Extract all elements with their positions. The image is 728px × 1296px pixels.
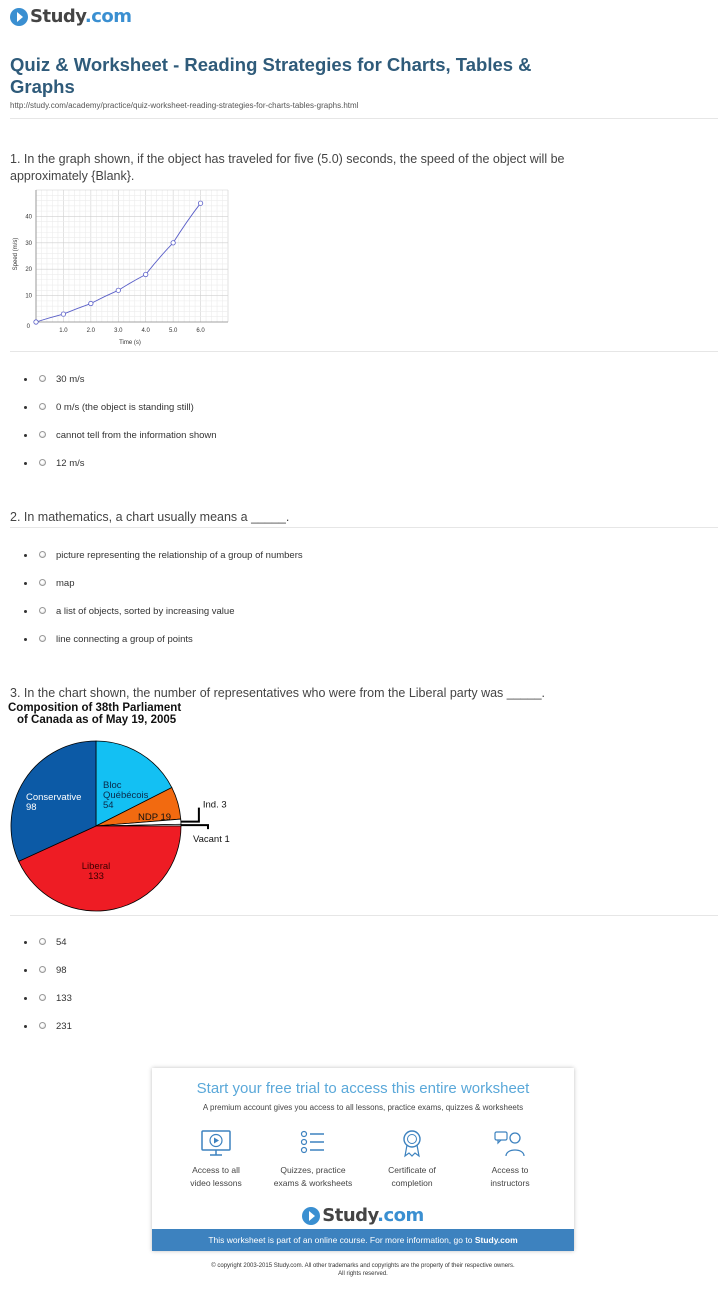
y-tick-label: 10 (25, 293, 32, 300)
x-tick-label: 5.0 (168, 328, 178, 334)
parliament-pie-chart (0, 734, 250, 919)
answer-option[interactable]: cannot tell from the information shown (24, 430, 217, 458)
question-3-text: 3. In the chart shown, the number of representatives who were from the Liberal party was _____. (10, 686, 546, 700)
page-title: Quiz & Worksheet - Reading Strategies for Charts, Tables & Graphs (10, 54, 532, 97)
promo-logo[interactable]: Study.com (152, 1205, 574, 1226)
pie-label-bloc: Bloc Québécois 54 (103, 780, 149, 811)
callout-vacant (181, 825, 208, 829)
study-link[interactable]: Study.com (474, 1235, 518, 1245)
y-axis-label: Speed (m/s) (13, 237, 19, 271)
answer-option[interactable]: a list of objects, sorted by increasing value (24, 606, 303, 634)
promo-info-bar: This worksheet is part of an online course. For more information, go to Study.com (152, 1229, 574, 1251)
feature-certificate: Certificate of completion (362, 1128, 462, 1190)
pie-slices (11, 741, 181, 911)
certificate-icon (395, 1128, 429, 1158)
pie-label-ind: Ind. 3 (202, 799, 227, 811)
x-tick-label: 6.0 (196, 328, 205, 334)
origin-label: 0 (26, 324, 30, 330)
pie-label-liberal: Liberal 133 (81, 861, 111, 882)
answer-option[interactable]: 133 (24, 993, 72, 1021)
answer-option[interactable]: line connecting a group of points (24, 634, 303, 662)
answer-option[interactable]: 231 (24, 1021, 72, 1049)
radio-button[interactable] (39, 431, 46, 438)
question-1-text: 1. In the graph shown, if the object has traveled for five (5.0) seconds, the speed of the object will be approximately {Blank}. (10, 152, 565, 183)
speed-time-line-chart (8, 186, 238, 346)
answer-option[interactable]: 0 m/s (the object is standing still) (24, 402, 217, 430)
data-point (61, 312, 65, 316)
pie-label-vacant: Vacant 1 (192, 834, 230, 846)
chart-axes (36, 190, 228, 322)
chart-grid (36, 190, 228, 322)
data-point (171, 241, 175, 245)
free-trial-promo (152, 1068, 574, 1251)
pie-label-conservative: Conservative 98 (26, 792, 82, 813)
divider (10, 351, 718, 352)
question-1-options (24, 374, 217, 486)
x-tick-label: 4.0 (141, 328, 150, 334)
answer-option[interactable]: 54 (24, 937, 72, 965)
instructor-icon (493, 1128, 527, 1158)
radio-button[interactable] (39, 938, 46, 945)
copyright: © copyright 2003-2015 Study.com. All other trademarks and copyrights are the property of their respective owners. All rights reserved. (211, 1263, 515, 1277)
radio-button[interactable] (39, 403, 46, 410)
video-lesson-icon (199, 1128, 233, 1158)
question-2-options (24, 550, 303, 662)
feature-quizzes: Quizzes, practice exams & worksheets (263, 1128, 363, 1190)
radio-button[interactable] (39, 966, 46, 973)
answer-option[interactable]: 30 m/s (24, 374, 217, 402)
radio-button[interactable] (39, 607, 46, 614)
radio-button[interactable] (39, 994, 46, 1001)
page-url[interactable]: http://study.com/academy/practice/quiz-worksheet-reading-strategies-for-charts-tables-graphs.html (10, 101, 359, 110)
callout-ind (181, 808, 199, 822)
y-tick-label: 30 (25, 240, 32, 247)
x-tick-label: 2.0 (86, 328, 96, 334)
feature-video-lessons: Access to all video lessons (166, 1128, 266, 1190)
radio-button[interactable] (39, 375, 46, 382)
answer-option[interactable]: picture representing the relationship of a group of numbers (24, 550, 303, 578)
data-point (198, 201, 202, 205)
x-tick-label: 1.0 (59, 328, 68, 334)
divider (10, 118, 718, 119)
divider (10, 527, 718, 528)
y-tick-label: 20 (25, 267, 32, 274)
radio-button[interactable] (39, 551, 46, 558)
answer-option[interactable]: 98 (24, 965, 72, 993)
answer-option[interactable]: map (24, 578, 303, 606)
divider (10, 915, 718, 916)
data-point (144, 272, 148, 276)
pie-chart-title: Composition of 38th Parliament of Canada as of May 19, 2005 (8, 702, 182, 726)
data-point (89, 301, 93, 305)
radio-button[interactable] (39, 459, 46, 466)
study-logo[interactable] (10, 6, 132, 27)
logo-text: Study.com (30, 6, 132, 27)
play-icon (10, 8, 28, 26)
answer-option[interactable]: 12 m/s (24, 458, 217, 486)
play-icon (302, 1207, 320, 1225)
data-point (116, 288, 120, 292)
radio-button[interactable] (39, 635, 46, 642)
question-2-text: 2. In mathematics, a chart usually means a _____. (10, 510, 290, 524)
quiz-list-icon (296, 1128, 330, 1158)
pie-callouts (181, 808, 208, 829)
promo-subheading: A premium account gives you access to all lessons, practice exams, quizzes & worksheets (202, 1103, 524, 1112)
pie-label-ndp: NDP 19 (138, 812, 172, 823)
radio-button[interactable] (39, 1022, 46, 1029)
promo-heading[interactable]: Start your free trial to access this entire worksheet (196, 1080, 530, 1097)
data-point (34, 320, 38, 324)
x-axis-label: Time (s) (119, 340, 141, 346)
question-3-options (24, 937, 72, 1049)
radio-button[interactable] (39, 579, 46, 586)
y-tick-label: 40 (25, 214, 32, 221)
x-tick-label: 3.0 (114, 328, 123, 334)
feature-instructors: Access to instructors (460, 1128, 560, 1190)
